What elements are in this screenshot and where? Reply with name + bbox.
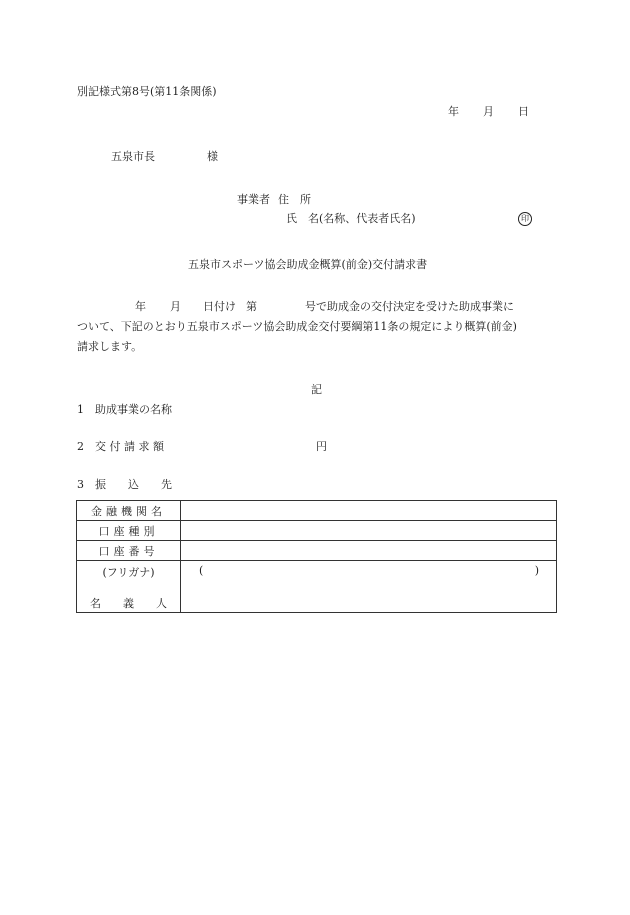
item-1: 1 助成事業の名称: [77, 403, 172, 416]
holder-label: 名 義 人: [90, 597, 167, 610]
applicant-role: 事業者: [237, 193, 270, 206]
item-2-label: 2 交 付 請 求 額: [77, 440, 164, 453]
form-label: 別記様式第8号(第11条関係): [77, 85, 217, 98]
date-month: 月: [483, 105, 494, 118]
account-number-field[interactable]: [181, 541, 557, 561]
table-row: [77, 501, 557, 521]
account-type-label: 口座種別: [77, 521, 181, 541]
ki-heading: 記: [311, 383, 322, 396]
document-title: 五泉市スポーツ協会助成金概算(前金)交付請求書: [188, 258, 428, 271]
item-2-unit: 円: [316, 440, 327, 453]
account-type-field[interactable]: [181, 521, 557, 541]
holder-field[interactable]: [181, 561, 557, 613]
bank-name-field[interactable]: [181, 501, 557, 521]
bank-account-table: [76, 500, 557, 613]
applicant-name-line: [286, 212, 416, 226]
body-line-1: [135, 300, 514, 314]
date-year: 年: [448, 105, 459, 118]
bank-name-label: 金融機関名: [77, 501, 181, 521]
applicant-name-label: 氏 名(名称、代表者氏名): [286, 212, 416, 225]
body-month: 月: [170, 300, 181, 313]
date-day: 日: [518, 105, 529, 118]
addressee-name: 五泉市長: [111, 150, 155, 163]
body-number-prefix: 第: [246, 300, 257, 313]
body-line-3: 請求します。: [77, 340, 143, 353]
seal-icon: 印: [518, 212, 532, 226]
body-line-2: ついて、下記のとおり五泉市スポーツ協会助成金交付要綱第11条の規定により概算(前金): [77, 320, 517, 333]
paren-open: (: [199, 564, 204, 577]
date-line: [448, 105, 529, 119]
body-dated: 日付け: [203, 300, 236, 313]
item-2: [77, 440, 327, 454]
account-number-label: 口座番号: [77, 541, 181, 561]
addressee: [111, 150, 218, 164]
furigana-label: (フリガナ): [102, 566, 155, 579]
body-year: 年: [135, 300, 146, 313]
body-line1-rest: 号で助成金の交付決定を受けた助成事業に: [305, 300, 514, 313]
paren-close: ): [534, 564, 539, 577]
item-3: 3 振 込 先: [77, 478, 172, 491]
seal-mark: [518, 212, 532, 226]
addressee-honorific: 様: [207, 150, 218, 163]
table-row: [77, 521, 557, 541]
table-row: [77, 541, 557, 561]
applicant-address-label: 住 所: [278, 193, 311, 206]
applicant-address-line: [237, 193, 311, 207]
table-row: [77, 561, 557, 613]
holder-label-cell: [77, 561, 181, 613]
